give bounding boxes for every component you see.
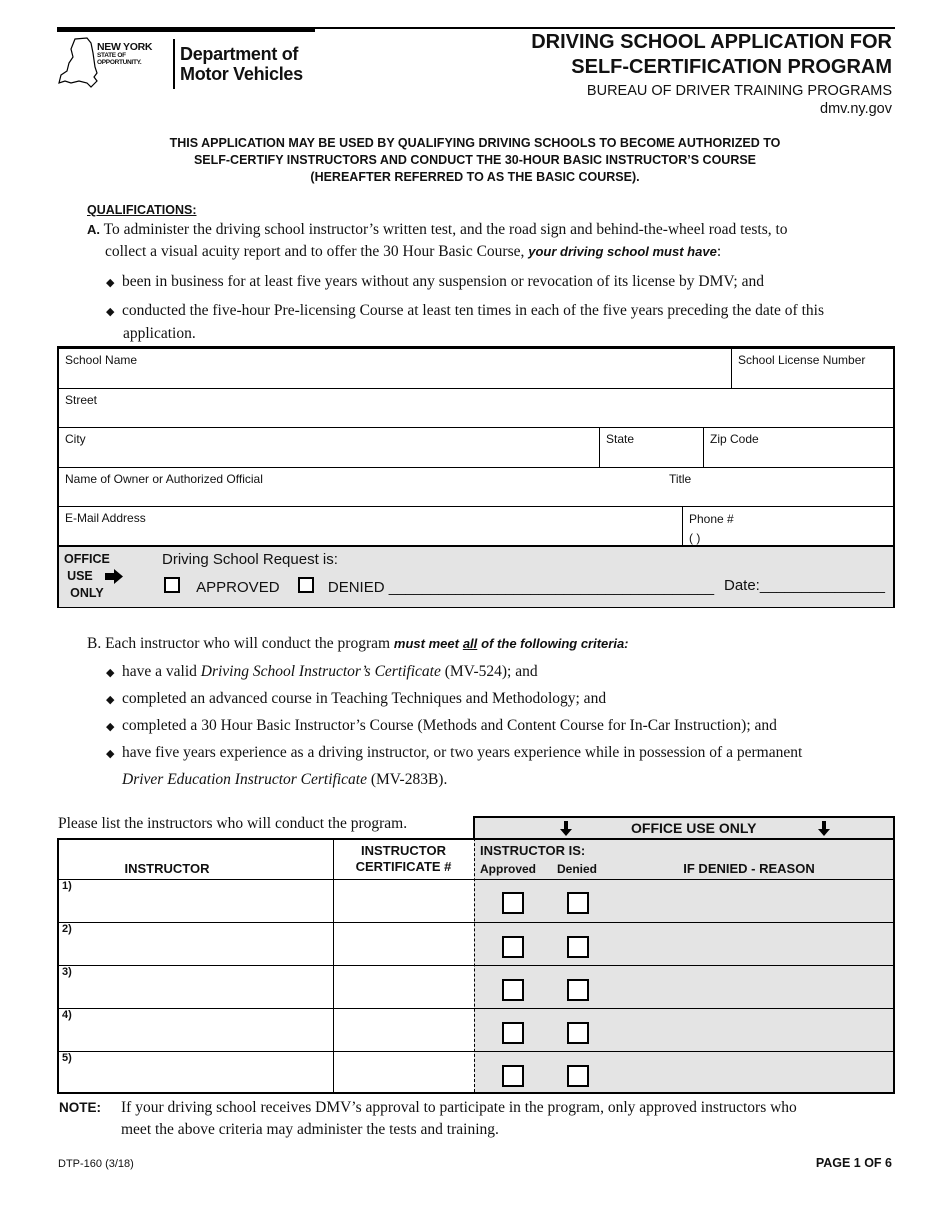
denied-checkbox[interactable] xyxy=(567,1065,589,1087)
criteria-item-4 xyxy=(106,740,906,767)
logo-divider xyxy=(173,39,175,89)
criteria-item-4-italic: Driver Education Instructor Certificate xyxy=(122,771,367,788)
instructor-name-field[interactable] xyxy=(59,1051,333,1092)
col-instructor-header: INSTRUCTOR xyxy=(124,861,210,876)
criteria-item-3 xyxy=(106,713,906,740)
qualification-a-colon: : xyxy=(716,243,722,260)
form-row-contact xyxy=(59,507,893,547)
col-certificate-header xyxy=(333,843,474,875)
approved-checkbox[interactable] xyxy=(502,936,524,958)
col-certificate-line-1: INSTRUCTOR xyxy=(361,843,446,858)
logo-line-1: NEW YORK xyxy=(97,41,153,53)
school-license-label: School License Number xyxy=(738,353,866,367)
row-number: 4) xyxy=(62,1009,72,1021)
denied-checkbox[interactable] xyxy=(567,1022,589,1044)
instructor-name-field[interactable] xyxy=(59,965,333,1008)
form-row-owner xyxy=(59,468,893,507)
approved-checkbox[interactable] xyxy=(502,892,524,914)
note-text xyxy=(121,1097,911,1141)
email-label: E-Mail Address xyxy=(65,511,146,525)
note-line-1: If your driving school receives DMV’s approval to participate in the program, only approved instructors who xyxy=(121,1099,797,1116)
logo-line-3: OPPORTUNITY. xyxy=(97,59,142,66)
state-field[interactable] xyxy=(600,428,704,467)
instructors-table xyxy=(57,838,895,1094)
certificate-number-field[interactable] xyxy=(334,1008,474,1051)
row-number: 1) xyxy=(62,880,72,892)
intro-notice xyxy=(0,135,950,186)
qualification-a-line-2: collect a visual acuity report and to offer the 30 Hour Basic Course, xyxy=(105,243,525,260)
criteria-item-4-cont xyxy=(106,767,906,792)
criteria-item-2-text: completed an advanced course in Teaching Techniques and Methodology; and xyxy=(122,690,607,707)
criteria-b-heading xyxy=(87,633,907,655)
criteria-item-1-post: (MV-524); and xyxy=(444,663,538,680)
instructor-name-field[interactable] xyxy=(59,879,333,922)
intro-line-3: (HEREAFTER REFERRED TO AS THE BASIC COURSE). xyxy=(310,170,640,184)
qualification-bullet-1-text: been in business for at least five years without any suspension or revocation of its license by DMV; and xyxy=(122,273,764,290)
row-number: 2) xyxy=(62,923,72,935)
criteria-b-emphasis-all: all xyxy=(462,636,478,651)
office-use-line-2: USE xyxy=(67,569,93,583)
criteria-b-list xyxy=(106,659,906,792)
qualification-a-marker: A. xyxy=(87,222,100,237)
bureau-name: BUREAU OF DRIVER TRAINING PROGRAMS xyxy=(586,83,892,99)
qualifications-heading: QUALIFICATIONS: xyxy=(87,203,197,217)
website-link[interactable]: dmv.ny.gov xyxy=(820,101,892,117)
col-reason-header: IF DENIED - REASON xyxy=(683,861,815,876)
page-subtitle xyxy=(587,82,892,118)
office-use-line-3: ONLY xyxy=(70,586,104,600)
criteria-item-3-text: completed a 30 Hour Basic Instructor’s Course (Methods and Content Course for In-Car Instruction); and xyxy=(122,717,777,734)
phone-field[interactable] xyxy=(683,507,893,545)
approved-checkbox[interactable] xyxy=(502,1065,524,1087)
zip-code-field[interactable] xyxy=(704,428,893,467)
certificate-number-field[interactable] xyxy=(334,1051,474,1092)
arrow-down-icon xyxy=(817,821,831,837)
zip-code-label: Zip Code xyxy=(710,432,759,446)
criteria-b-marker: B xyxy=(87,635,98,652)
intro-line-1: THIS APPLICATION MAY BE USED BY QUALIFYING DRIVING SCHOOLS TO BECOME AUTHORIZED TO xyxy=(169,136,781,150)
criteria-b-text: . Each instructor who will conduct the program xyxy=(97,635,391,652)
approved-label: APPROVED xyxy=(196,579,280,596)
certificate-number-field[interactable] xyxy=(334,922,474,965)
approved-checkbox[interactable] xyxy=(502,979,524,1001)
office-use-area xyxy=(474,840,893,1092)
diamond-bullet-icon: ◆ xyxy=(106,306,115,318)
denied-checkbox[interactable] xyxy=(298,577,314,593)
instructors-prompt: Please list the instructors who will conduct the program. xyxy=(58,815,408,832)
school-name-field[interactable] xyxy=(59,349,732,388)
qualification-bullet-2-line-2: application. xyxy=(123,325,196,342)
form-row-school xyxy=(59,349,893,389)
request-label: Driving School Request is: xyxy=(162,551,338,568)
street-field[interactable] xyxy=(59,389,893,428)
office-use-only-header xyxy=(473,816,895,839)
diamond-bullet-icon: ◆ xyxy=(106,721,115,733)
col-denied-header: Denied xyxy=(557,862,598,876)
school-license-field[interactable] xyxy=(732,349,893,388)
logo-state-text xyxy=(97,43,152,66)
owner-name-field[interactable] xyxy=(59,468,663,506)
col-certificate-line-2: CERTIFICATE # xyxy=(355,859,452,874)
criteria-item-1-italic: Driving School Instructor’s Certificate xyxy=(200,663,441,680)
note-line-2: meet the above criteria may administer the tests and training. xyxy=(121,1121,499,1138)
header-rule-accent xyxy=(57,27,315,32)
denied-checkbox[interactable] xyxy=(567,979,589,1001)
note-label: NOTE: xyxy=(59,1100,101,1115)
col-status-header: INSTRUCTOR IS: xyxy=(480,843,586,858)
street-label: Street xyxy=(65,393,98,407)
date-field[interactable]: Date:_______________ xyxy=(724,577,885,594)
qualification-bullet-2 xyxy=(106,300,906,345)
office-use-section xyxy=(59,547,893,607)
approved-checkbox[interactable] xyxy=(164,577,180,593)
logo-agency-line-1: Department of xyxy=(180,44,299,64)
certificate-number-field[interactable] xyxy=(334,879,474,922)
logo-line-2: STATE OF xyxy=(97,52,126,59)
phone-label: Phone # xyxy=(689,512,734,526)
row-number: 3) xyxy=(62,966,72,978)
qualification-bullet-2-line-1: conducted the five-hour Pre-licensing Course at least ten times in each of the five years preceding the date of this xyxy=(122,302,824,319)
qualification-a-line-1: To administer the driving school instructor’s written test, and the road sign and behind-the-wheel road tests, to xyxy=(103,221,788,238)
col-approved-header: Approved xyxy=(480,862,537,876)
title-field[interactable] xyxy=(663,468,893,506)
qualification-a-emphasis: your driving school must have xyxy=(528,244,717,259)
intro-line-2: SELF-CERTIFY INSTRUCTORS AND CONDUCT THE 30-HOUR BASIC INSTRUCTOR’S COURSE xyxy=(193,153,757,167)
page-title-line-2: SELF-CERTIFICATION PROGRAM xyxy=(571,56,892,78)
school-name-label: School Name xyxy=(65,353,138,367)
approved-checkbox[interactable] xyxy=(502,1022,524,1044)
diamond-bullet-icon: ◆ xyxy=(106,277,115,289)
diamond-bullet-icon: ◆ xyxy=(106,748,115,760)
office-use-only-label: OFFICE USE ONLY xyxy=(631,820,757,836)
criteria-b-emphasis-2: of the following criteria: xyxy=(481,636,629,651)
dmv-logo xyxy=(57,37,317,93)
criteria-item-4-line-1: have five years experience as a driving instructor, or two years experience while in possession of a permanent xyxy=(122,744,803,761)
certificate-number-field[interactable] xyxy=(334,965,474,1008)
qualification-bullet-1 xyxy=(106,271,906,294)
criteria-b-emphasis-1: must meet xyxy=(393,636,459,651)
title-label: Title xyxy=(669,472,692,486)
city-field[interactable] xyxy=(59,428,600,467)
state-label: State xyxy=(606,432,635,446)
criteria-item-1 xyxy=(106,659,906,686)
instructor-name-field[interactable] xyxy=(59,922,333,965)
logo-agency-text xyxy=(180,44,303,84)
form-row-city xyxy=(59,428,893,468)
phone-area-code: ( ) xyxy=(689,531,701,545)
owner-name-label: Name of Owner or Authorized Official xyxy=(65,472,263,486)
denied-checkbox[interactable] xyxy=(567,892,589,914)
arrow-down-icon xyxy=(559,821,573,837)
email-field[interactable] xyxy=(59,507,683,545)
school-info-form xyxy=(57,346,895,608)
city-label: City xyxy=(65,432,86,446)
row-number: 5) xyxy=(62,1052,72,1064)
office-use-line-1: OFFICE xyxy=(64,552,110,566)
denied-label: DENIED xyxy=(327,579,385,596)
request-options xyxy=(164,577,714,596)
qualification-a xyxy=(87,219,907,263)
criteria-item-4-post: (MV-283B). xyxy=(370,771,448,788)
ny-state-map-icon xyxy=(57,37,99,91)
arrow-right-icon xyxy=(104,568,124,585)
form-id: DTP-160 (3/18) xyxy=(58,1158,134,1170)
logo-agency-line-2: Motor Vehicles xyxy=(180,64,303,84)
diamond-bullet-icon: ◆ xyxy=(106,667,115,679)
page-title xyxy=(531,30,892,80)
instructor-name-field[interactable] xyxy=(59,1008,333,1051)
criteria-item-2 xyxy=(106,686,906,713)
office-use-label xyxy=(64,551,110,602)
diamond-bullet-icon: ◆ xyxy=(106,694,115,706)
denied-checkbox[interactable] xyxy=(567,936,589,958)
page-title-line-1: DRIVING SCHOOL APPLICATION FOR xyxy=(531,31,892,53)
criteria-item-1-pre: have a valid xyxy=(122,663,197,680)
denied-reason-line[interactable]: _______________________________________ xyxy=(388,579,715,596)
page-number: PAGE 1 OF 6 xyxy=(815,1156,892,1170)
